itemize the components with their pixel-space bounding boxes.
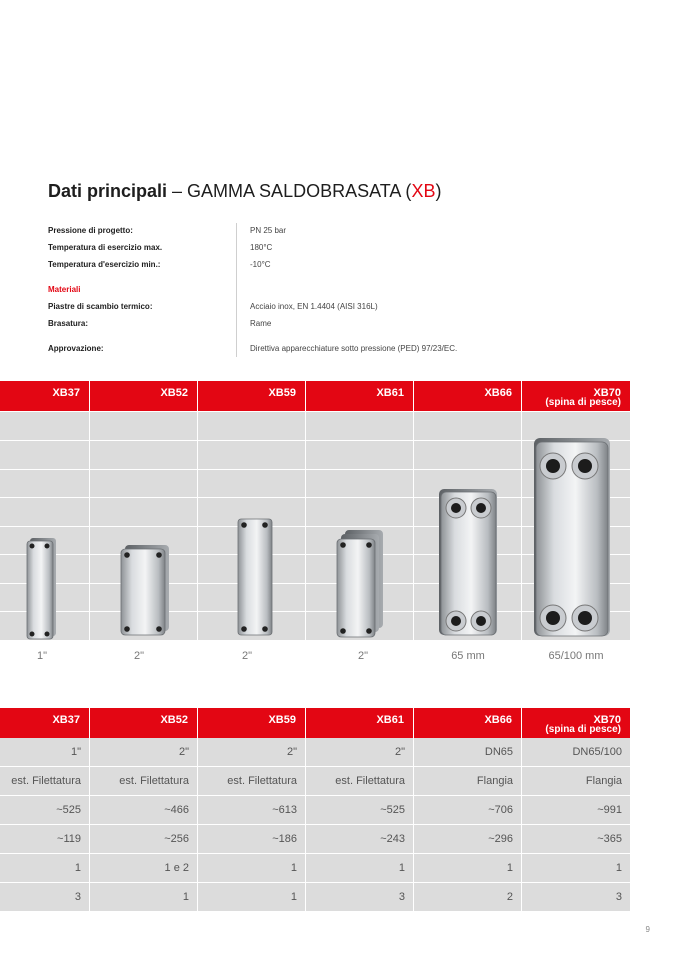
model-header-cell: [0, 381, 90, 411]
table-cell: 1 e 2: [90, 854, 198, 882]
table-cell: est. Filettatura: [0, 767, 90, 795]
model-header-cell: [522, 381, 630, 411]
spec-label: Pressione di progetto:: [48, 226, 133, 235]
table-cell: ~256: [90, 825, 198, 853]
model-header-cell: [522, 708, 630, 738]
table-cell: DN65/100: [572, 746, 622, 758]
model-name: XB37: [52, 714, 80, 726]
table-cell: est. Filettatura: [90, 767, 198, 795]
table-cell: 3: [615, 891, 622, 903]
table-cell: ~119: [0, 825, 90, 853]
table-cell: ~365: [597, 833, 622, 845]
table-cell: ~706: [414, 796, 522, 824]
title-main: Dati principali: [48, 181, 168, 201]
table-cell: 1: [198, 883, 306, 911]
page-title: [48, 181, 441, 202]
table-cell: 1: [0, 854, 90, 882]
xb66-illustration: [439, 489, 497, 635]
materials-heading: Materiali: [48, 285, 81, 294]
spec-label: Temperatura d'esercizio min.:: [48, 260, 161, 269]
table-cell: est. Filettatura: [306, 767, 414, 795]
spec-value: PN 25 bar: [250, 226, 287, 235]
spec-value: Acciaio inox, EN 1.4404 (AISI 316L): [250, 302, 378, 311]
model-name: XB37: [52, 387, 80, 399]
spec-row: [48, 302, 648, 319]
model-header-cell: [0, 708, 90, 738]
product-image-grid: [0, 412, 630, 640]
spec-value: Rame: [250, 319, 272, 328]
table-cell: 3: [0, 883, 90, 911]
table-cell: ~296: [414, 825, 522, 853]
table-cell: ~613: [198, 796, 306, 824]
table-row: [0, 738, 630, 767]
model-header-cell: [414, 708, 522, 738]
model-header-cell: [306, 708, 414, 738]
table-cell: 1: [198, 854, 306, 882]
xb59-illustration: [238, 519, 272, 635]
title-accent: XB: [411, 181, 436, 201]
model-name: XB61: [376, 387, 404, 399]
table-cell: est. Filettatura: [198, 767, 306, 795]
model-name: XB61: [376, 714, 404, 726]
table-cell: 1: [414, 854, 522, 882]
spec-row: [48, 344, 648, 361]
spec-list: [48, 226, 648, 361]
model-name: XB59: [268, 714, 296, 726]
model-name: XB70: [593, 387, 621, 399]
connection-size: 2": [357, 650, 369, 662]
spec-label: Temperatura di esercizio max.: [48, 243, 163, 252]
connection-size: 65/100 mm: [548, 650, 604, 662]
xb70-illustration: [534, 438, 610, 636]
spacer: [48, 336, 648, 344]
table-cell: ~525: [0, 796, 90, 824]
table-cell: ~466: [90, 796, 198, 824]
model-header-cell: [414, 381, 522, 411]
table-cell: ~991: [597, 804, 622, 816]
table-row: [0, 796, 630, 825]
table-cell: Flangia: [414, 767, 522, 795]
connection-size-row: [0, 650, 630, 662]
model-name: XB66: [484, 387, 512, 399]
table-cell: DN65: [414, 738, 522, 766]
page-number: 9: [645, 925, 650, 934]
connection-size: 65 mm: [451, 650, 485, 662]
table-cell: Flangia: [585, 775, 622, 787]
table-cell: 2": [306, 738, 414, 766]
model-name: XB66: [484, 714, 512, 726]
spec-value: -10°C: [250, 260, 271, 269]
table-cell: ~186: [198, 825, 306, 853]
table-cell: 1: [306, 854, 414, 882]
table-cell: 1: [615, 862, 622, 874]
spec-row: [48, 260, 648, 277]
table-row: [0, 883, 630, 912]
model-name: XB52: [160, 387, 188, 399]
heat-exchanger-illustrations: [0, 412, 630, 640]
table-row: [0, 825, 630, 854]
table-cell: ~243: [306, 825, 414, 853]
spec-label: Piastre di scambio termico:: [48, 302, 153, 311]
model-header-cell: [198, 381, 306, 411]
spec-row: [48, 243, 648, 260]
table-cell: 3: [306, 883, 414, 911]
model-header-cell: [306, 381, 414, 411]
spec-value: Direttiva apparecchiature sotto pressione (PED) 97/23/EC.: [250, 344, 458, 353]
connection-size: 1": [36, 650, 48, 662]
xb52-illustration: [121, 545, 169, 635]
table-cell: 1: [90, 883, 198, 911]
model-subtitle: (spina di pesce): [545, 397, 621, 408]
table-cell: 1": [0, 738, 90, 766]
model-header-cell: [90, 708, 198, 738]
model-header-bottom: [0, 708, 630, 738]
specs-table: [0, 738, 630, 912]
model-name: XB52: [160, 714, 188, 726]
model-subtitle: (spina di pesce): [545, 724, 621, 735]
spec-label: Approvazione:: [48, 344, 104, 353]
table-row: [0, 767, 630, 796]
model-name: XB70: [593, 714, 621, 726]
table-cell: 2": [90, 738, 198, 766]
connection-size: 2": [133, 650, 145, 662]
model-header-top: [0, 381, 630, 411]
table-cell: 2": [198, 738, 306, 766]
materials-heading-row: [48, 285, 648, 302]
model-header-cell: [198, 708, 306, 738]
table-row: [0, 854, 630, 883]
connection-size: 2": [241, 650, 253, 662]
spec-value: 180°C: [250, 243, 273, 252]
spec-row: [48, 319, 648, 336]
table-cell: 2: [414, 883, 522, 911]
xb37-illustration: [27, 538, 56, 639]
model-name: XB59: [268, 387, 296, 399]
table-cell: ~525: [306, 796, 414, 824]
title-range: – GAMMA SALDOBRASATA (: [167, 181, 412, 201]
title-close: ): [435, 181, 442, 201]
spec-label: Brasatura:: [48, 319, 89, 328]
xb61-illustration: [337, 530, 383, 637]
spec-row: [48, 226, 648, 243]
spacer: [48, 277, 648, 285]
model-header-cell: [90, 381, 198, 411]
